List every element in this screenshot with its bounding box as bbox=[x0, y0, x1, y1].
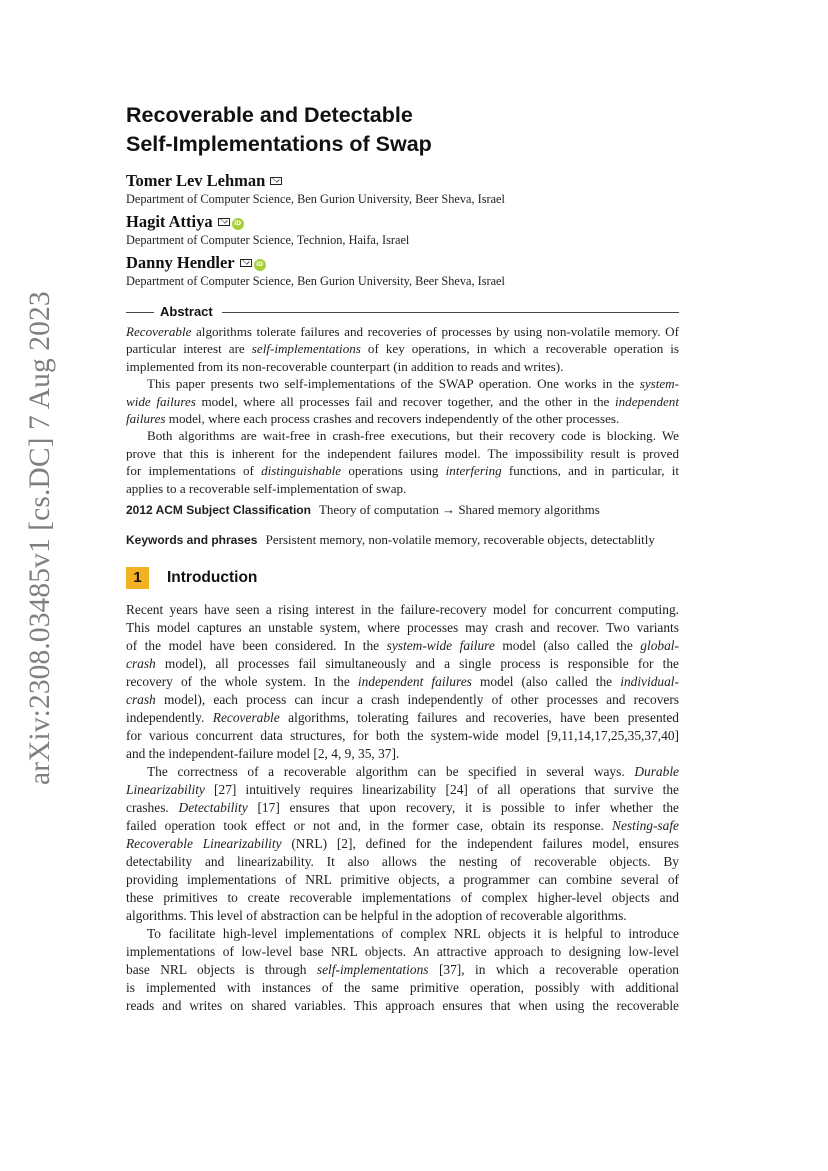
text-line: Recent years have seen a rising interest in the failure-recovery model for concurrent computing. bbox=[126, 602, 679, 617]
text-line: particular interest are self-implementations of key operations, in which a recoverable operation is bbox=[126, 341, 679, 357]
text-line: This model captures an unstable system, where processes may crash and recover. Two variants bbox=[126, 620, 679, 635]
text-line: crash model), all processes fail simultaneously and a single process is responsible for the bbox=[126, 656, 679, 671]
section-title: Introduction bbox=[167, 569, 258, 586]
orcid-icon[interactable]: iD bbox=[232, 218, 244, 230]
author-affiliation: Department of Computer Science, Ben Gurion University, Beer Sheva, Israel bbox=[126, 274, 505, 288]
text-line: recovery of the whole system. In the independent failures model (also called the individual- bbox=[126, 674, 679, 689]
text-line: The correctness of a recoverable algorithm can be specified in several ways. Durable bbox=[147, 764, 679, 779]
arxiv-identifier: arXiv:2308.03485v1 [cs.DC] 7 Aug 2023 bbox=[24, 291, 56, 785]
keywords bbox=[126, 532, 655, 548]
text-line: crash model), each process can incur a crash independently of other processes and recovers bbox=[126, 692, 679, 707]
text-line: failures model, where each process crashes and recovers independently of the other processes. bbox=[126, 411, 620, 427]
text-line: detectability and linearizability. It also allows the nesting of recoverable objects. By bbox=[126, 854, 679, 869]
acm-classification bbox=[126, 502, 600, 518]
keywords-value: Persistent memory, non-volatile memory, recoverable objects, detectablitly bbox=[265, 532, 655, 547]
text-line: To facilitate high-level implementations of complex NRL objects it is helpful to introduce bbox=[147, 926, 679, 941]
author-name-text: Hagit Attiya bbox=[126, 212, 213, 231]
text-line: reads and writes on shared variables. This approach ensures that when using the recoverable bbox=[126, 998, 679, 1013]
abstract-rule-left bbox=[126, 312, 154, 313]
author-affiliation: Department of Computer Science, Ben Gurion University, Beer Sheva, Israel bbox=[126, 192, 505, 206]
text-line: algorithms. This level of abstraction can be helpful in the adoption of recoverable algorithms. bbox=[126, 908, 627, 923]
text-line: prove that this is inherent for the independent failures model. The impossibility result is proved bbox=[126, 445, 679, 461]
text-line: and the independent-failure model [2, 4, 9, 35, 37]. bbox=[126, 746, 400, 761]
author-affiliation: Department of Computer Science, Technion, Haifa, Israel bbox=[126, 233, 410, 247]
author-name bbox=[126, 253, 266, 273]
author-name bbox=[126, 212, 244, 232]
text-line: independently. Recoverable algorithms, tolerating failures and recoveries, have been presented bbox=[126, 710, 679, 725]
abstract-rule-right bbox=[222, 312, 679, 313]
title-line: Recoverable and Detectable bbox=[126, 103, 413, 127]
email-icon[interactable] bbox=[218, 218, 230, 226]
author-name bbox=[126, 171, 282, 191]
text-line: This paper presents two self-implementations of the SWAP operation. One works in the system- bbox=[147, 376, 679, 392]
text-line: applies to a recoverable self-implementation of swap. bbox=[126, 480, 407, 496]
acm-label: 2012 ACM Subject Classification bbox=[126, 503, 311, 517]
text-line: of the model have been considered. In the system-wide failure model (also called the global- bbox=[126, 638, 679, 653]
text-line: crashes. Detectability [17] ensures that upon recovery, it is possible to infer whether the bbox=[126, 800, 679, 815]
text-line: failed operation took effect or not and, in the former case, obtain its response. Nesting-safe bbox=[126, 818, 679, 833]
title-line: Self-Implementations of Swap bbox=[126, 132, 432, 156]
acm-value: Theory of computation → Shared memory algorithms bbox=[318, 502, 600, 517]
text-line: Both algorithms are wait-free in crash-free executions, but their recovery code is blocking. We bbox=[147, 428, 679, 444]
keywords-label: Keywords and phrases bbox=[126, 533, 258, 547]
text-line: implemented from its non-recoverable counterpart (in addition to reads and writes). bbox=[126, 358, 564, 374]
email-icon[interactable] bbox=[240, 259, 252, 267]
paper-title bbox=[126, 101, 686, 159]
orcid-icon[interactable]: iD bbox=[254, 259, 266, 271]
abstract-body bbox=[126, 323, 679, 497]
abstract-heading: Abstract bbox=[160, 304, 213, 319]
text-line: Recoverable Linearizability (NRL) [2], defined for the independent failures model, ensures bbox=[126, 836, 679, 851]
email-icon[interactable] bbox=[270, 177, 282, 185]
section-number: 1 bbox=[126, 567, 149, 589]
text-line: Linearizability [27] intuitively requires linearizability [24] of all operations that survive the bbox=[126, 782, 679, 797]
author-name-text: Danny Hendler bbox=[126, 253, 235, 272]
text-line: Recoverable algorithms tolerate failures and recoveries of processes by using non-volatile memory. Of bbox=[126, 324, 679, 339]
text-line: for implementations of distinguishable operations using interfering functions, and in particular, it bbox=[126, 463, 679, 479]
text-line: base NRL objects is through self-implementations [37], in which a recoverable operation bbox=[126, 962, 679, 977]
text-line: implementations of low-level base NRL objects. An attractive approach to designing low-level bbox=[126, 944, 679, 959]
text-line: wide failures model, where all processes fail and recover together, and the other in the independent bbox=[126, 393, 679, 409]
author-name-text: Tomer Lev Lehman bbox=[126, 171, 266, 190]
text-line: providing implementations of NRL primitive objects, a programmer can combine several of bbox=[126, 872, 679, 887]
text-line: these primitives to create recoverable implementations of complex higher-level objects and bbox=[126, 890, 679, 905]
text-line: is implemented with instances of the same primitive operation, possibly with additional bbox=[126, 980, 679, 995]
introduction-body bbox=[126, 601, 679, 1015]
text-line: for various concurrent data structures, for both the system-wide model [9,11,14,17,25,35,37,40] bbox=[126, 728, 679, 743]
